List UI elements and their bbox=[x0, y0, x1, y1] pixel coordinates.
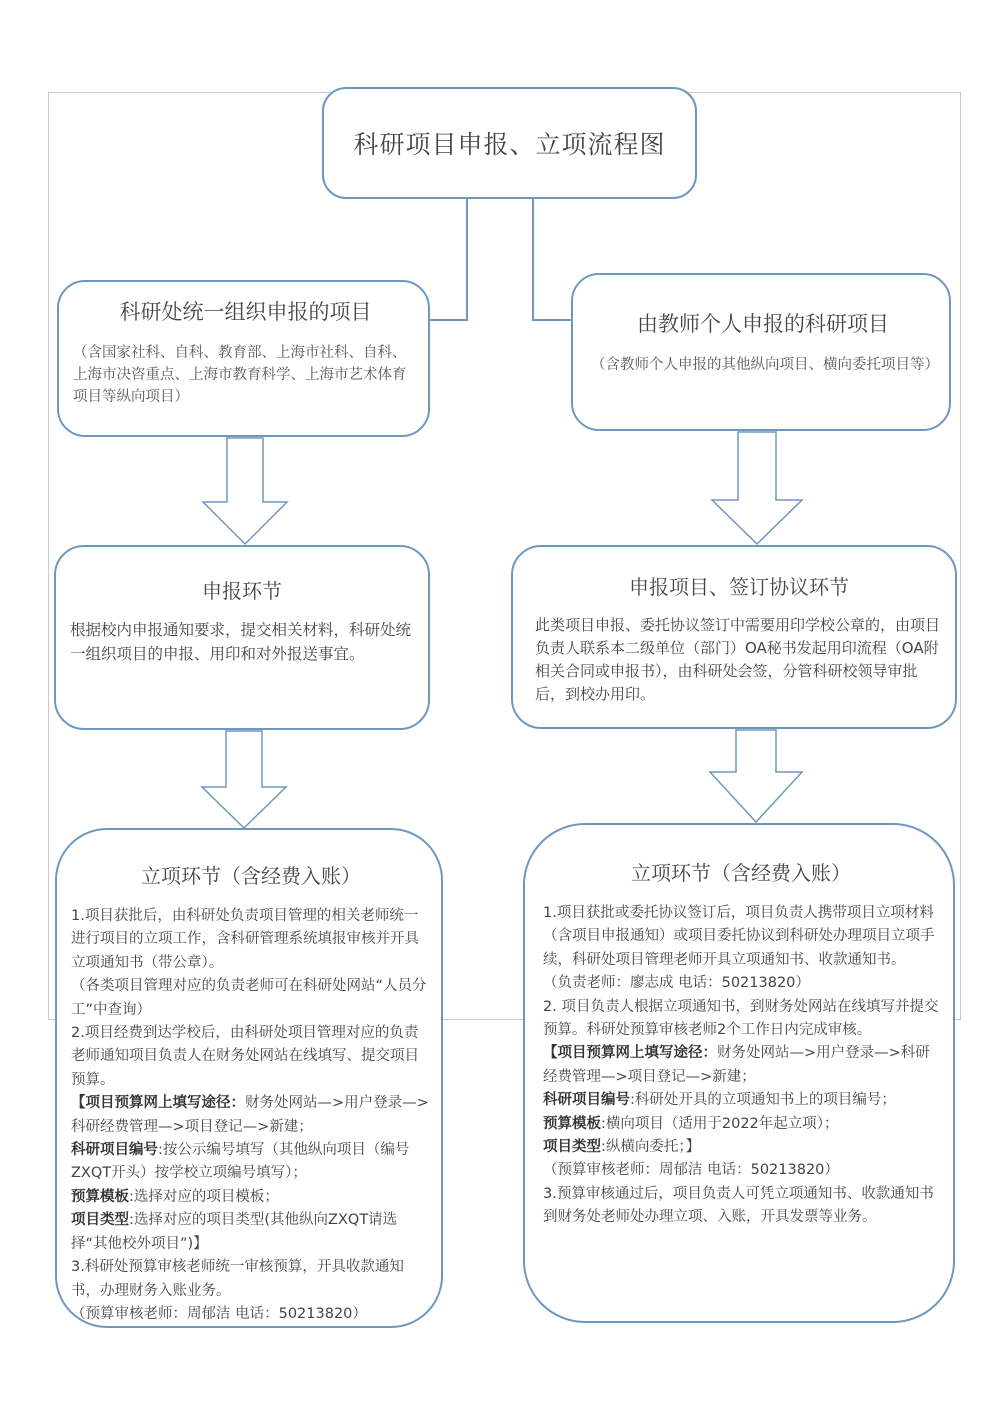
step-line: 项目类型:纵横向委托；】 bbox=[543, 1139, 701, 1156]
box-text: 此类项目申报、委托协议签订中需要用印学校公章的，由项目负责人联系本二级单位（部门）OA秘书发起用印流程（OA附相关合同或申报书），由科研处会签，分管科研校领导审批后，到校办用印。 bbox=[535, 616, 941, 703]
step-line: 3.预算审核通过后，项目负责人可凭立项通知书、收款通知书到财务处老师处办理立项、入账，开具发票等业务。 bbox=[543, 1185, 934, 1226]
box-note: （含教师个人申报的其他纵向项目、横向委托项目等） bbox=[591, 357, 939, 373]
box-right-approval-stage bbox=[523, 823, 955, 1323]
arrow-left-2 bbox=[202, 731, 286, 828]
box-text: 根据校内申报通知要求，提交相关材料，科研处统一组织项目的申报、用印和对外报送事宜。 bbox=[70, 621, 412, 663]
step-line: （预算审核老师：周郁洁 电话：50213820） bbox=[543, 1162, 839, 1179]
connector-title-left bbox=[430, 199, 467, 320]
step-line: 2. 项目负责人根据立项通知书，到财务处网站在线填写并提交预算。科研处预算审核老师2个工作日内完成审核。 bbox=[543, 998, 939, 1039]
step-line: 预算模板:横向项目（适用于2022年起立项）； bbox=[543, 1115, 839, 1132]
step-line: 2.项目经费到达学校后，由科研处项目管理对应的负责老师通知项目负责人在财务处网站在线填写、提交项目预算。 bbox=[71, 1025, 419, 1088]
flowchart-title-box bbox=[322, 87, 697, 199]
approval-steps bbox=[543, 902, 939, 1230]
step-line: 项目类型:选择对应的项目类型(其他纵向ZXQT请选择“其他校外项目”)】 bbox=[71, 1212, 398, 1252]
step-line: 1.项目获批或委托协议签订后，项目负责人携带项目立项材料（含项目申报通知）或项目委托协议到科研处办理项目立项手续，科研处项目管理老师开具立项通知书、收款通知书。 bbox=[543, 905, 935, 968]
arrow-right-1 bbox=[712, 432, 802, 544]
step-line: （各类项目管理对应的负责老师可在科研处网站“人员分工”中查询） bbox=[71, 978, 427, 1018]
step-line: （预算审核老师：周郁洁 电话：50213820） bbox=[71, 1305, 367, 1322]
box-left-approval-stage bbox=[55, 828, 443, 1328]
box-application-stage bbox=[54, 545, 430, 730]
box-title: 申报环节 bbox=[202, 579, 282, 603]
step-line: 预算模板:选择对应的项目模板； bbox=[71, 1188, 279, 1205]
arrow-left-1 bbox=[203, 438, 287, 544]
step-line: 科研项目编号:按公示编号填写（其他纵向项目（编号ZXQT开头）按学校立项编号填写）； bbox=[71, 1142, 410, 1182]
box-application-agreement-stage bbox=[511, 545, 957, 729]
flowchart-title: 科研项目申报、立项流程图 bbox=[353, 130, 666, 159]
box-note: （含国家社科、自科、教育部、上海市社科、自科、上海市决咨重点、上海市教育科学、上海市艺术体育项目等纵向项目） bbox=[73, 345, 407, 405]
box-title: 科研处统一组织申报的项目 bbox=[119, 300, 372, 324]
box-title: 立项环节（含经费入账） bbox=[631, 861, 851, 885]
step-line: 【项目预算网上填写途径：财务处网站—>用户登录—>科研经费管理—>项目登记—>新建； bbox=[543, 1045, 930, 1085]
step-line: 【项目预算网上填写途径：财务处网站—>用户登录—>科研经费管理—>项目登记—>新建； bbox=[71, 1095, 429, 1135]
approval-steps bbox=[71, 905, 431, 1326]
box-school-organized-projects bbox=[57, 280, 430, 437]
arrow-right-2 bbox=[710, 730, 802, 822]
step-line: 1.项目获批后，由科研处负责项目管理的相关老师统一进行项目的立项工作，含科研管理系统填报审核并开具立项通知书（带公章）。 bbox=[71, 908, 419, 971]
box-title: 申报项目、签订协议环节 bbox=[629, 575, 849, 599]
step-line: 3.科研处预算审核老师统一审核预算，开具收款通知书，办理财务入账业务。 bbox=[71, 1259, 404, 1299]
step-line: （负责老师：廖志成 电话：50213820） bbox=[543, 975, 810, 992]
box-teacher-individual-projects bbox=[571, 273, 951, 431]
box-title: 立项环节（含经费入账） bbox=[141, 864, 361, 888]
connector-title-right bbox=[533, 199, 571, 320]
step-line: 科研项目编号:科研处开具的立项通知书上的项目编号； bbox=[543, 1092, 896, 1109]
box-title: 由教师个人申报的科研项目 bbox=[637, 312, 889, 336]
